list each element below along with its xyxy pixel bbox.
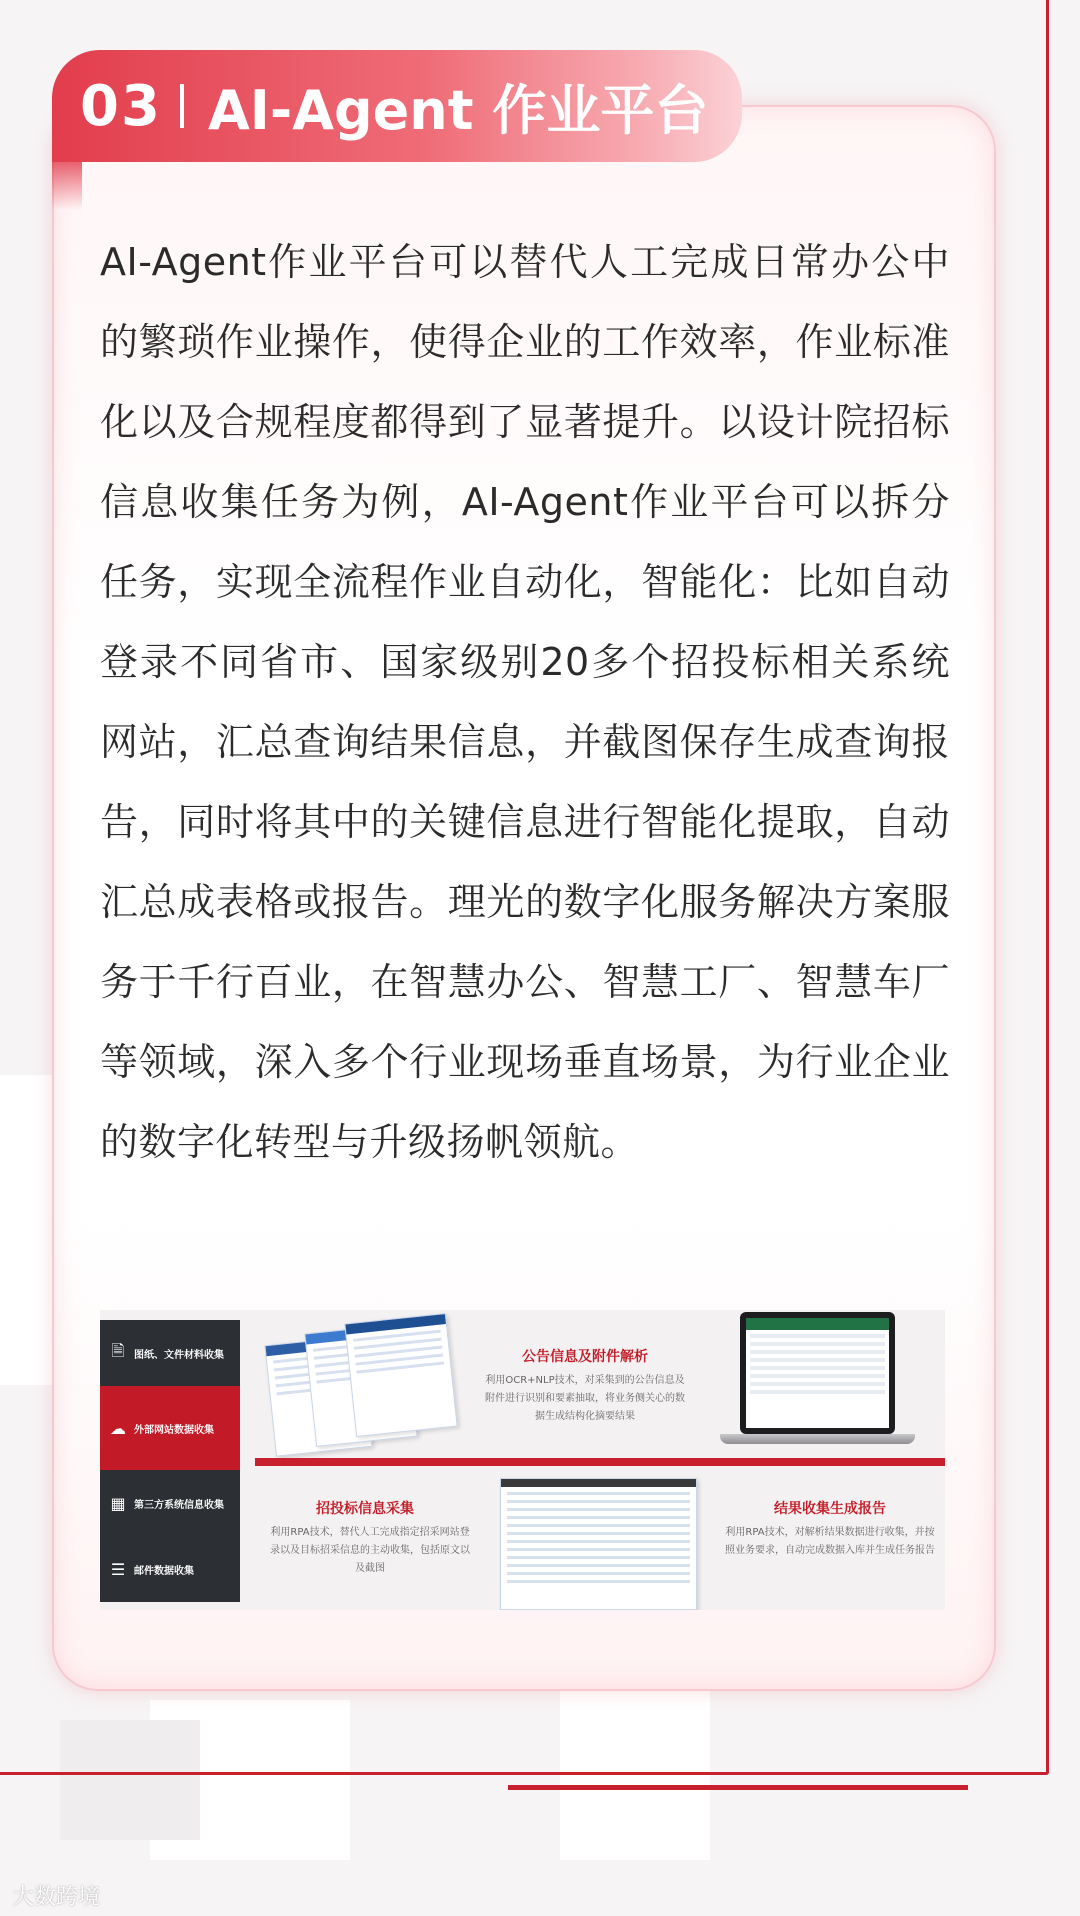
laptop-illustration	[720, 1312, 915, 1462]
document-icon: 🗎	[111, 1340, 125, 1360]
panel-collect-title: 招投标信息采集	[316, 1501, 414, 1517]
section-title-tab	[52, 50, 742, 162]
panel-parse-title: 公告信息及附件解析	[522, 1349, 648, 1365]
frame-border-bottom	[0, 1772, 1049, 1775]
panel-parse-desc: 利用OCR+NLP技术，对采集到的公告信息及附件进行识别和要素抽取，将业务侧关心的数据生成结构化摘要结果	[485, 1375, 685, 1422]
figure-sidebar-item-web: ☁ 外部网站数据收集	[100, 1386, 240, 1470]
figure-main	[255, 1310, 945, 1610]
watermark: 大数跨境	[12, 1885, 101, 1910]
panel-collect-desc: 利用RPA技术，替代人工完成指定招采网站登录以及目标招采信息的主动收集，包括原文以及截图	[270, 1527, 470, 1574]
panel-report-desc: 利用RPA技术，对解析结果数据进行收集，并按照业务要求，自动完成数据入库并生成任务报告	[725, 1527, 935, 1556]
grid-icon: ▦	[110, 1493, 126, 1513]
cloud-download-icon: ☁	[110, 1418, 126, 1438]
figure-divider	[255, 1458, 945, 1466]
frame-accent-bar	[508, 1785, 968, 1790]
website-screenshot-3	[344, 1313, 457, 1437]
workflow-figure	[100, 1310, 945, 1610]
section-number: 03	[80, 73, 162, 139]
checklist-icon: ☰	[110, 1559, 126, 1579]
report-document-screenshot	[500, 1478, 697, 1610]
figure-sidebar-item-third-party: ▦ 第三方系统信息收集	[100, 1470, 240, 1536]
frame-border-right	[1046, 0, 1049, 1775]
figure-sidebar-item-documents: 🗎 图纸、文件材料收集	[100, 1320, 240, 1386]
panel-report-title: 结果收集生成报告	[774, 1501, 886, 1517]
title-separator	[180, 84, 184, 128]
figure-sidebar-item-email: ☰ 邮件数据收集	[100, 1536, 240, 1602]
section-title: AI-Agent 作业平台	[207, 78, 709, 142]
body-paragraph: AI-Agent作业平台可以替代人工完成日常办公中的繁琐作业操作，使得企业的工作效率，作业标准化以及合规程度都得到了显著提升。以设计院招标信息收集任务为例，AI-Agent作业平台可以拆分任务，实现全流程作业自动化，智能化：比如自动登录不同省市、国家级别20多个招投标相关系统网站，汇总查询结果信息，并截图保存生成查询报告，同时将其中的关键信息进行智能化提取，自动汇总成表格或报告。理光的数字化服务解决方案服务于千行百业，在智慧办公、智慧工厂、智慧车厂等领域，深入多个行业现场垂直场景，为行业企业的数字化转型与升级扬帆领航。	[100, 240, 950, 1164]
figure-sidebar	[100, 1310, 240, 1610]
